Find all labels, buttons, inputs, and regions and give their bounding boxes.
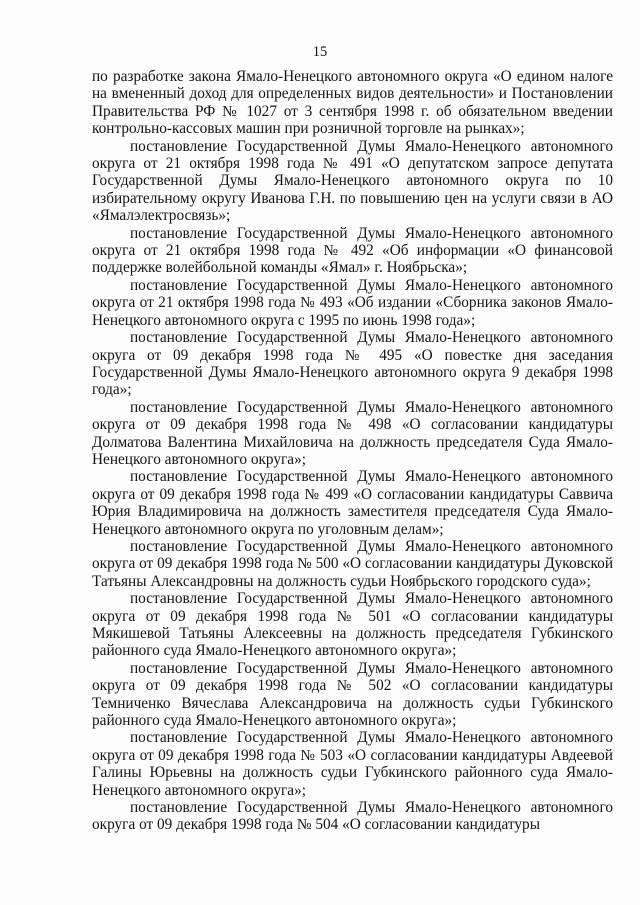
page-number: 15 <box>312 44 328 60</box>
paragraph: постановление Государственной Думы Ямало-Ненецкого автономного округа от 21 октября 1998 года № 493 «Об издании «Сборника законов Ямало-Ненецкого автономного округа с 1995 по июнь 1998 года»; <box>92 276 613 329</box>
body-text <box>92 68 613 834</box>
paragraph: постановление Государственной Думы Ямало-Ненецкого автономного округа от 09 декабря 1998 года № 503 «О согласовании кандидатуры Авдеевой Галины Юрьевны на должность судьи Губкинского районного суда Ямало-Ненецкого автономного округа»; <box>92 729 613 799</box>
paragraph: постановление Государственной Думы Ямало-Ненецкого автономного округа от 21 октября 1998 года № 492 «Об информации «О финансовой поддержке волейбольной команды «Ямал» г. Ноябрьска»; <box>92 224 613 277</box>
paragraph: по разработке закона Ямало-Ненецкого автономного округа «О едином налоге на вмененный доход для определенных видов деятельности» и Постановлении Правительства РФ № 1027 от 3 сентября 1998 г. об обязательном введении контрольно-кассовых машин при розничной торговле на рынках»; <box>92 68 613 138</box>
paragraph: постановление Государственной Думы Ямало-Ненецкого автономного округа от 09 декабря 1998 года № 504 «О согласовании кандидатуры <box>92 799 613 834</box>
paragraph: постановление Государственной Думы Ямало-Ненецкого автономного округа от 09 декабря 1998 года № 499 «О согласовании кандидатуры Саввича Юрия Владимировича на должность заместителя председателя Суда Ямало-Ненецкого автономного округа по уголовным делам»; <box>92 468 613 538</box>
paragraph: постановление Государственной Думы Ямало-Ненецкого автономного округа от 21 октября 1998 года № 491 «О депутатском запросе депутата Государственной Думы Ямало-Ненецкого автономного округа по 10 избирательному округу Иванова Г.Н. по повышению цен на услуги связи в АО «Ямалэлектросвязь»; <box>92 137 613 225</box>
paragraph: постановление Государственной Думы Ямало-Ненецкого автономного округа от 09 декабря 1998 года № 500 «О согласовании кандидатуры Дуковской Татьяны Александровны на должность судьи Ноябрьского городского суда»; <box>92 537 613 590</box>
paragraph: постановление Государственной Думы Ямало-Ненецкого автономного округа от 09 декабря 1998 года № 495 «О повестке дня заседания Государственной Думы Ямало-Ненецкого автономного округа 9 декабря 1998 года»; <box>92 329 613 399</box>
paragraph: постановление Государственной Думы Ямало-Ненецкого автономного округа от 09 декабря 1998 года № 498 «О согласовании кандидатуры Долматова Валентина Михайловича на должность председателя Суда Ямало-Ненецкого автономного округа»; <box>92 398 613 468</box>
paragraph: постановление Государственной Думы Ямало-Ненецкого автономного округа от 09 декабря 1998 года № 501 «О согласовании кандидатуры Мякишевой Татьяны Алексеевны на должность председателя Губкинского районного суда Ямало-Ненецкого автономного округа»; <box>92 590 613 660</box>
paragraph: постановление Государственной Думы Ямало-Ненецкого автономного округа от 09 декабря 1998 года № 502 «О согласовании кандидатуры Темниченко Вячеслава Александровича на должность судьи Губкинского районного суда Ямало-Ненецкого автономного округа»; <box>92 659 613 730</box>
